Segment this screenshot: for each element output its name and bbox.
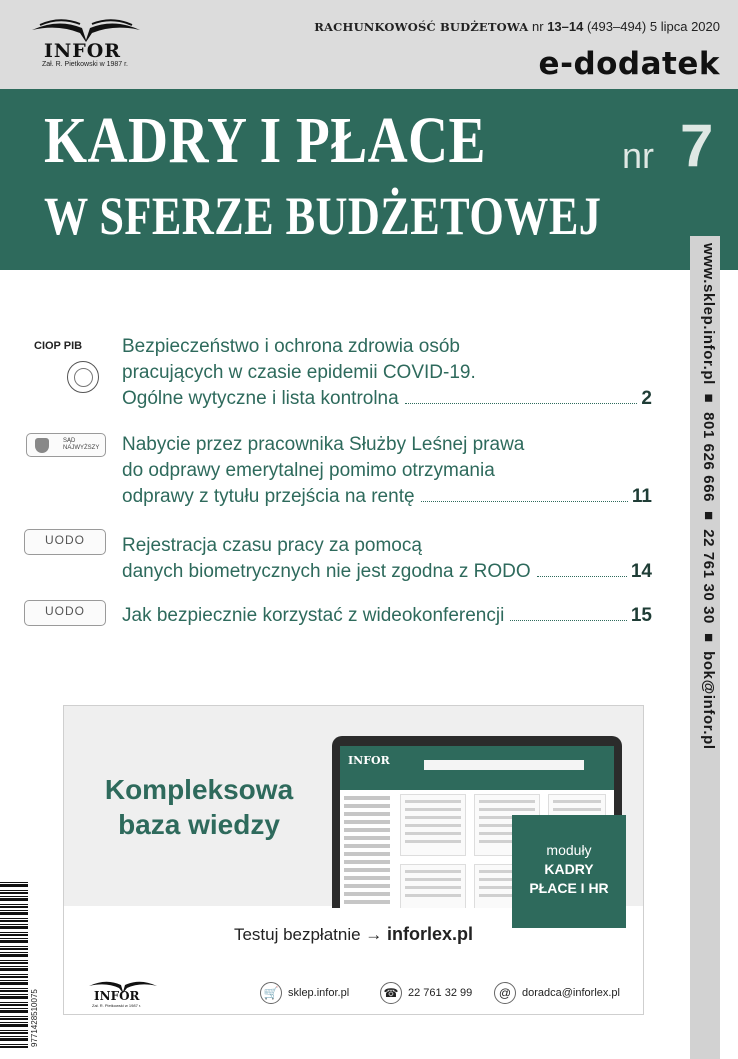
toc-page-number: 14	[630, 561, 652, 582]
contact-phone-text: 22 761 32 99	[408, 987, 473, 999]
supreme-court-badge	[26, 433, 106, 457]
modules-line-1: KADRY	[544, 861, 594, 877]
toc-title-line: Nabycie przez pracownika Służby Leśnej prawa	[122, 434, 525, 455]
supreme-court-label: SĄD NAJWYŻSZY	[63, 438, 100, 451]
ad-headline	[84, 772, 314, 842]
publication-name: RACHUNKOWOŚĆ BUDŻETOWA	[314, 20, 529, 34]
uodo-badge	[24, 600, 106, 626]
ad-headline-line-2: baza wiedzy	[118, 809, 280, 840]
logo-brand: INFOR	[44, 40, 122, 62]
toc-page-number: 11	[631, 486, 652, 507]
modules-line-2: PŁACE I HR	[529, 880, 609, 896]
cta-text: Testuj bezpłatnie →	[233, 925, 383, 944]
toc-page-number: 15	[630, 605, 652, 626]
cart-icon: 🛒	[260, 982, 282, 1004]
contact-phone[interactable]	[380, 982, 472, 1004]
supplement-label: e-dodatek	[538, 46, 720, 82]
uodo-label: UODO	[45, 533, 85, 547]
ad-footer	[64, 971, 643, 1015]
toc-leader-dots	[405, 403, 638, 404]
issue-number: 13–14	[547, 19, 584, 34]
inforlex-advertisement[interactable]	[63, 705, 644, 1015]
title-band	[0, 89, 738, 270]
title-line-1: KADRY I PŁACE	[44, 104, 486, 177]
toc-item[interactable]	[122, 533, 652, 585]
title-line-2: W SFERZE BUDŻETOWEJ	[44, 186, 602, 246]
infor-logo[interactable]	[30, 16, 150, 72]
toc-title-line: Jak bezpiecznie korzystać z wideokonferencji	[122, 605, 505, 626]
email-icon: @	[494, 982, 516, 1004]
screen-card	[400, 794, 466, 856]
contact-shop[interactable]	[260, 982, 349, 1004]
toc-page-number: 2	[641, 388, 652, 409]
modules-label: moduły	[546, 842, 592, 858]
toc-title-line: do odprawy emerytalnej pomimo otrzymania	[122, 460, 495, 481]
phone-icon: ☎	[380, 982, 402, 1004]
issue-date: 5 lipca 2020	[649, 19, 720, 34]
toc-leader-dots	[537, 576, 627, 577]
ad-logo-brand: INFOR	[94, 989, 140, 1003]
toc-item[interactable]	[122, 603, 652, 629]
contact-email-text: doradca@inforlex.pl	[522, 987, 620, 999]
wings-icon	[30, 16, 142, 42]
cta-link[interactable]: inforlex.pl	[387, 924, 474, 944]
number-label: nr	[622, 135, 655, 176]
ad-call-to-action[interactable]	[64, 924, 643, 945]
toc-title-line: Rejestracja czasu pracy za pomocą	[122, 535, 422, 556]
issue-prefix: nr	[532, 19, 544, 34]
screen-logo: INFOR	[348, 754, 390, 767]
toc-leader-dots	[510, 620, 627, 621]
screen-card	[400, 864, 466, 908]
uodo-badge	[24, 529, 106, 555]
issue-cumulative: (493–494)	[586, 19, 647, 34]
ciop-pib-logo: CIOP PIB	[34, 340, 83, 352]
ad-headline-line-1: Kompleksowa	[104, 774, 294, 805]
issue-info	[314, 19, 720, 34]
toc-item[interactable]	[122, 432, 652, 510]
ciop-seal-icon	[67, 361, 99, 393]
screen-nav	[340, 792, 394, 908]
screen-search-bar	[424, 760, 584, 770]
toc-title-line: Bezpieczeństwo i ochrona zdrowia osób	[122, 336, 460, 357]
ad-logo-established: Zał. R. Pietkowski w 1987 r.	[92, 1003, 142, 1008]
toc-leader-dots	[421, 501, 628, 502]
toc-title-line: pracujących w czasie epidemii COVID-19.	[122, 362, 476, 383]
contact-shop-text: sklep.infor.pl	[288, 987, 350, 999]
number-value: 7	[680, 112, 714, 179]
contact-email[interactable]	[494, 982, 620, 1004]
side-contact-text[interactable]: www.sklep.infor.pl ■ 801 626 666 ■ 22 761 30 30 ■ bok@infor.pl	[700, 243, 717, 750]
logo-established: Zał. R. Pietkowski w 1987 r.	[42, 61, 128, 68]
barcode-icon	[0, 880, 28, 1048]
toc-title-line: odprawy z tytułu przejścia na rentę	[122, 486, 415, 507]
toc-title-line: Ogólne wytyczne i lista kontrolna	[122, 388, 399, 409]
header-bar	[0, 0, 738, 89]
toc-title-line: danych biometrycznych nie jest zgodna z RODO	[122, 561, 531, 582]
uodo-label: UODO	[45, 604, 85, 618]
ad-infor-logo[interactable]	[88, 977, 160, 1011]
toc-item[interactable]	[122, 334, 652, 412]
modules-box	[512, 815, 626, 928]
eagle-icon	[35, 438, 49, 453]
barcode-number: 9771428510075	[30, 989, 39, 1047]
